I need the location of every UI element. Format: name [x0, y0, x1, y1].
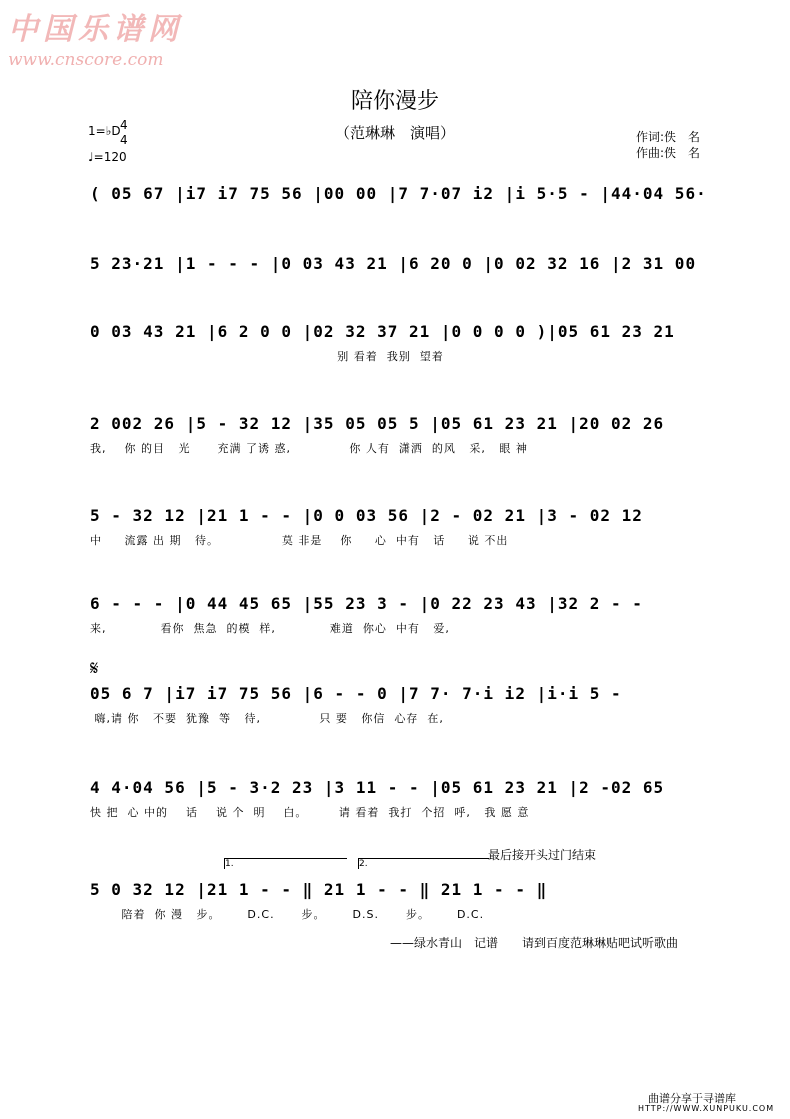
score-row-3 [90, 322, 740, 363]
notes-row-2: 5 23·21 |1 - - - |0 03 43 21 |6 20 0 |0 02 32 16 |2 31 00 [90, 254, 697, 273]
volta-1-label: 1. [225, 859, 234, 869]
footer-url[interactable]: HTTP://WWW.XUNPUKU.COM [638, 1104, 775, 1113]
lyrics-row-8: 快 把 心 中的 话 说 个 明 白。 请 看着 我打 个招 呼, 我 愿 意 [90, 806, 530, 819]
score-row-6 [90, 594, 740, 635]
volta-2 [358, 858, 489, 869]
notes-row-3: 0 03 43 21 |6 2 0 0 |02 32 37 21 |0 0 0 0 )|05 61 23 21 [90, 322, 675, 341]
segno-sign: 𝄋 [90, 656, 99, 680]
tempo-mark: ♩=120 [88, 150, 127, 164]
volta-2-label: 2. [359, 859, 368, 869]
volta-1 [224, 858, 347, 869]
song-title: 陪你漫步 [350, 89, 439, 114]
notes-row-6: 6 - - - |0 44 45 65 |55 23 3 - |0 22 23 43 |32 2 - - [90, 594, 643, 613]
site-logo: 中国乐谱网 [8, 12, 183, 47]
lyricist: 作词:佚 名 [636, 130, 701, 144]
notes-row-5: 5 - 32 12 |21 1 - - |0 0 03 56 |2 - 02 21 |3 - 02 12 [90, 506, 643, 525]
lyrics-row-7: 嗨,请 你 不要 犹豫 等 待, 只 要 你信 心存 在, [90, 712, 444, 725]
score-row-1 [90, 184, 740, 212]
score-row-9 [90, 880, 740, 921]
singer-line: （范琳琳 演唱） [334, 124, 455, 142]
notes-row-9: 5 0 32 12 |21 1 - - ‖ 21 1 - - ‖ 21 1 - - ‖ [90, 880, 548, 899]
lyrics-row-5: 中 流露 出 期 待。 莫 非是 你 心 中有 话 说 不出 [90, 534, 509, 547]
lyrics-row-6: 来, 看你 焦急 的模 样, 难道 你心 中有 爱, [90, 622, 450, 635]
ending-instruction: 最后接开头过门结束 [488, 848, 597, 862]
time-signature [120, 118, 128, 148]
time-bottom: 4 [120, 133, 128, 147]
score-row-4 [90, 414, 740, 455]
lyrics-row-3: 别 看着 我别 望着 [90, 350, 444, 363]
footer-source: 曲谱分享于寻谱库 [648, 1092, 736, 1105]
score-row-5 [90, 506, 740, 547]
notes-row-1: ( 05 67 |i7 i7 75 56 |00 00 |7 7·07 i2 |i 5·5 - |44·04 56· [90, 184, 707, 203]
score-row-7 [90, 684, 740, 725]
transcriber-credit: ——绿水青山 记谱 请到百度范琳琳贴吧试听歌曲 [390, 936, 679, 950]
site-logo-url: www.cnscore.com [8, 50, 164, 70]
score-row-8 [90, 778, 740, 819]
key-signature: 1=♭D [88, 124, 121, 138]
notes-row-4: 2 002 26 |5 - 32 12 |35 05 05 5 |05 61 23 21 |20 02 26 [90, 414, 665, 433]
time-top: 4 [120, 118, 128, 132]
composer: 作曲:佚 名 [636, 146, 701, 160]
lyrics-row-9: 陪着 你 漫 步。 D.C. 步。 D.S. 步。 D.C. [90, 908, 485, 921]
notes-row-7: 05 6 7 |i7 i7 75 56 |6 - - 0 |7 7· 7·i i2 |i·i 5 - [90, 684, 622, 703]
lyrics-row-4: 我, 你 的目 光 充满 了诱 惑, 你 人有 潇洒 的风 采, 眼 神 [90, 442, 528, 455]
notes-row-8: 4 4·04 56 |5 - 3·2 23 |3 11 - - |05 61 23 21 |2 -02 65 [90, 778, 665, 797]
score-row-2 [90, 254, 740, 282]
